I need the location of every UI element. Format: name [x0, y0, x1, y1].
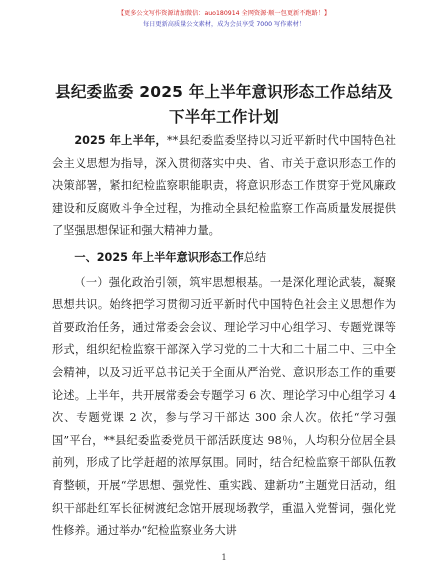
section-heading-1 — [52, 247, 396, 270]
promo-banner — [0, 8, 448, 30]
document-title: 县纪委监委 2025 年上半年意识形态工作总结及下半年工作计划 — [55, 83, 393, 126]
section-heading-1-bold: 一、2025 年上半年意识形态工作 — [74, 250, 244, 264]
promo-line-2: 每日更新高质量公文素材，成为会员享受 7000 写作素材！ — [143, 21, 305, 28]
intro-lead: 2025 年上半年， — [74, 134, 168, 147]
promo-line-1: 【更多公文写作资源请加微信：auo180914 全网资源·顺一包更新不跑路！】 — [117, 10, 331, 17]
document-body — [52, 130, 396, 543]
page-number: 1 — [221, 553, 227, 562]
section-heading-1-rest: 总结 — [243, 250, 267, 264]
intro-text: **县纪委监委坚持以习近平新时代中国特色社会主义思想为指导，深入贯彻落实中央、省、市关于意识形态工作的决策部署，紧扣纪检监察职能职责，将意识形态工作贯穿于党风廉政建设和反腐败斗争全过程，为推动全县纪检监察工作高质量发展提供了坚强思想保证和强大精神力量。 — [52, 134, 396, 238]
section-1-paragraph: （一）强化政治引领，筑牢思想根基。一是深化理论武装，凝聚思想共识。始终把学习贯彻习近平新时代中国特色社会主义思想作为首要政治任务，通过常委会会议、理论学习中心组学习、专题党课等形式，组织纪检监察干部深入学习党的二十大和二十届二中、三中全会精神，以及习近平总书记关于全面从严治党、意识形态工作的重要论述。上半年，共开展常委会专题学习 6 次、理论学习中心组学习 4 次、专题党课 2 次，参与学习干部达 300 余人次。依托“学习强国”平台，**县纪委监委党员干部活跃度达 98％，人均积分位居全县前列，形成了比学赶超的浓厚氛围。同时，结合纪检监察干部队伍教育整顿，开展“学思想、强党性、重实践、建新功”主题党日活动，组织干部赴红军长征树渡纪念馆开展现场教学，重温入党誓词，强化党性修养。通过举办“纪检监察业务大讲 — [52, 275, 396, 538]
intro-paragraph — [52, 130, 396, 243]
